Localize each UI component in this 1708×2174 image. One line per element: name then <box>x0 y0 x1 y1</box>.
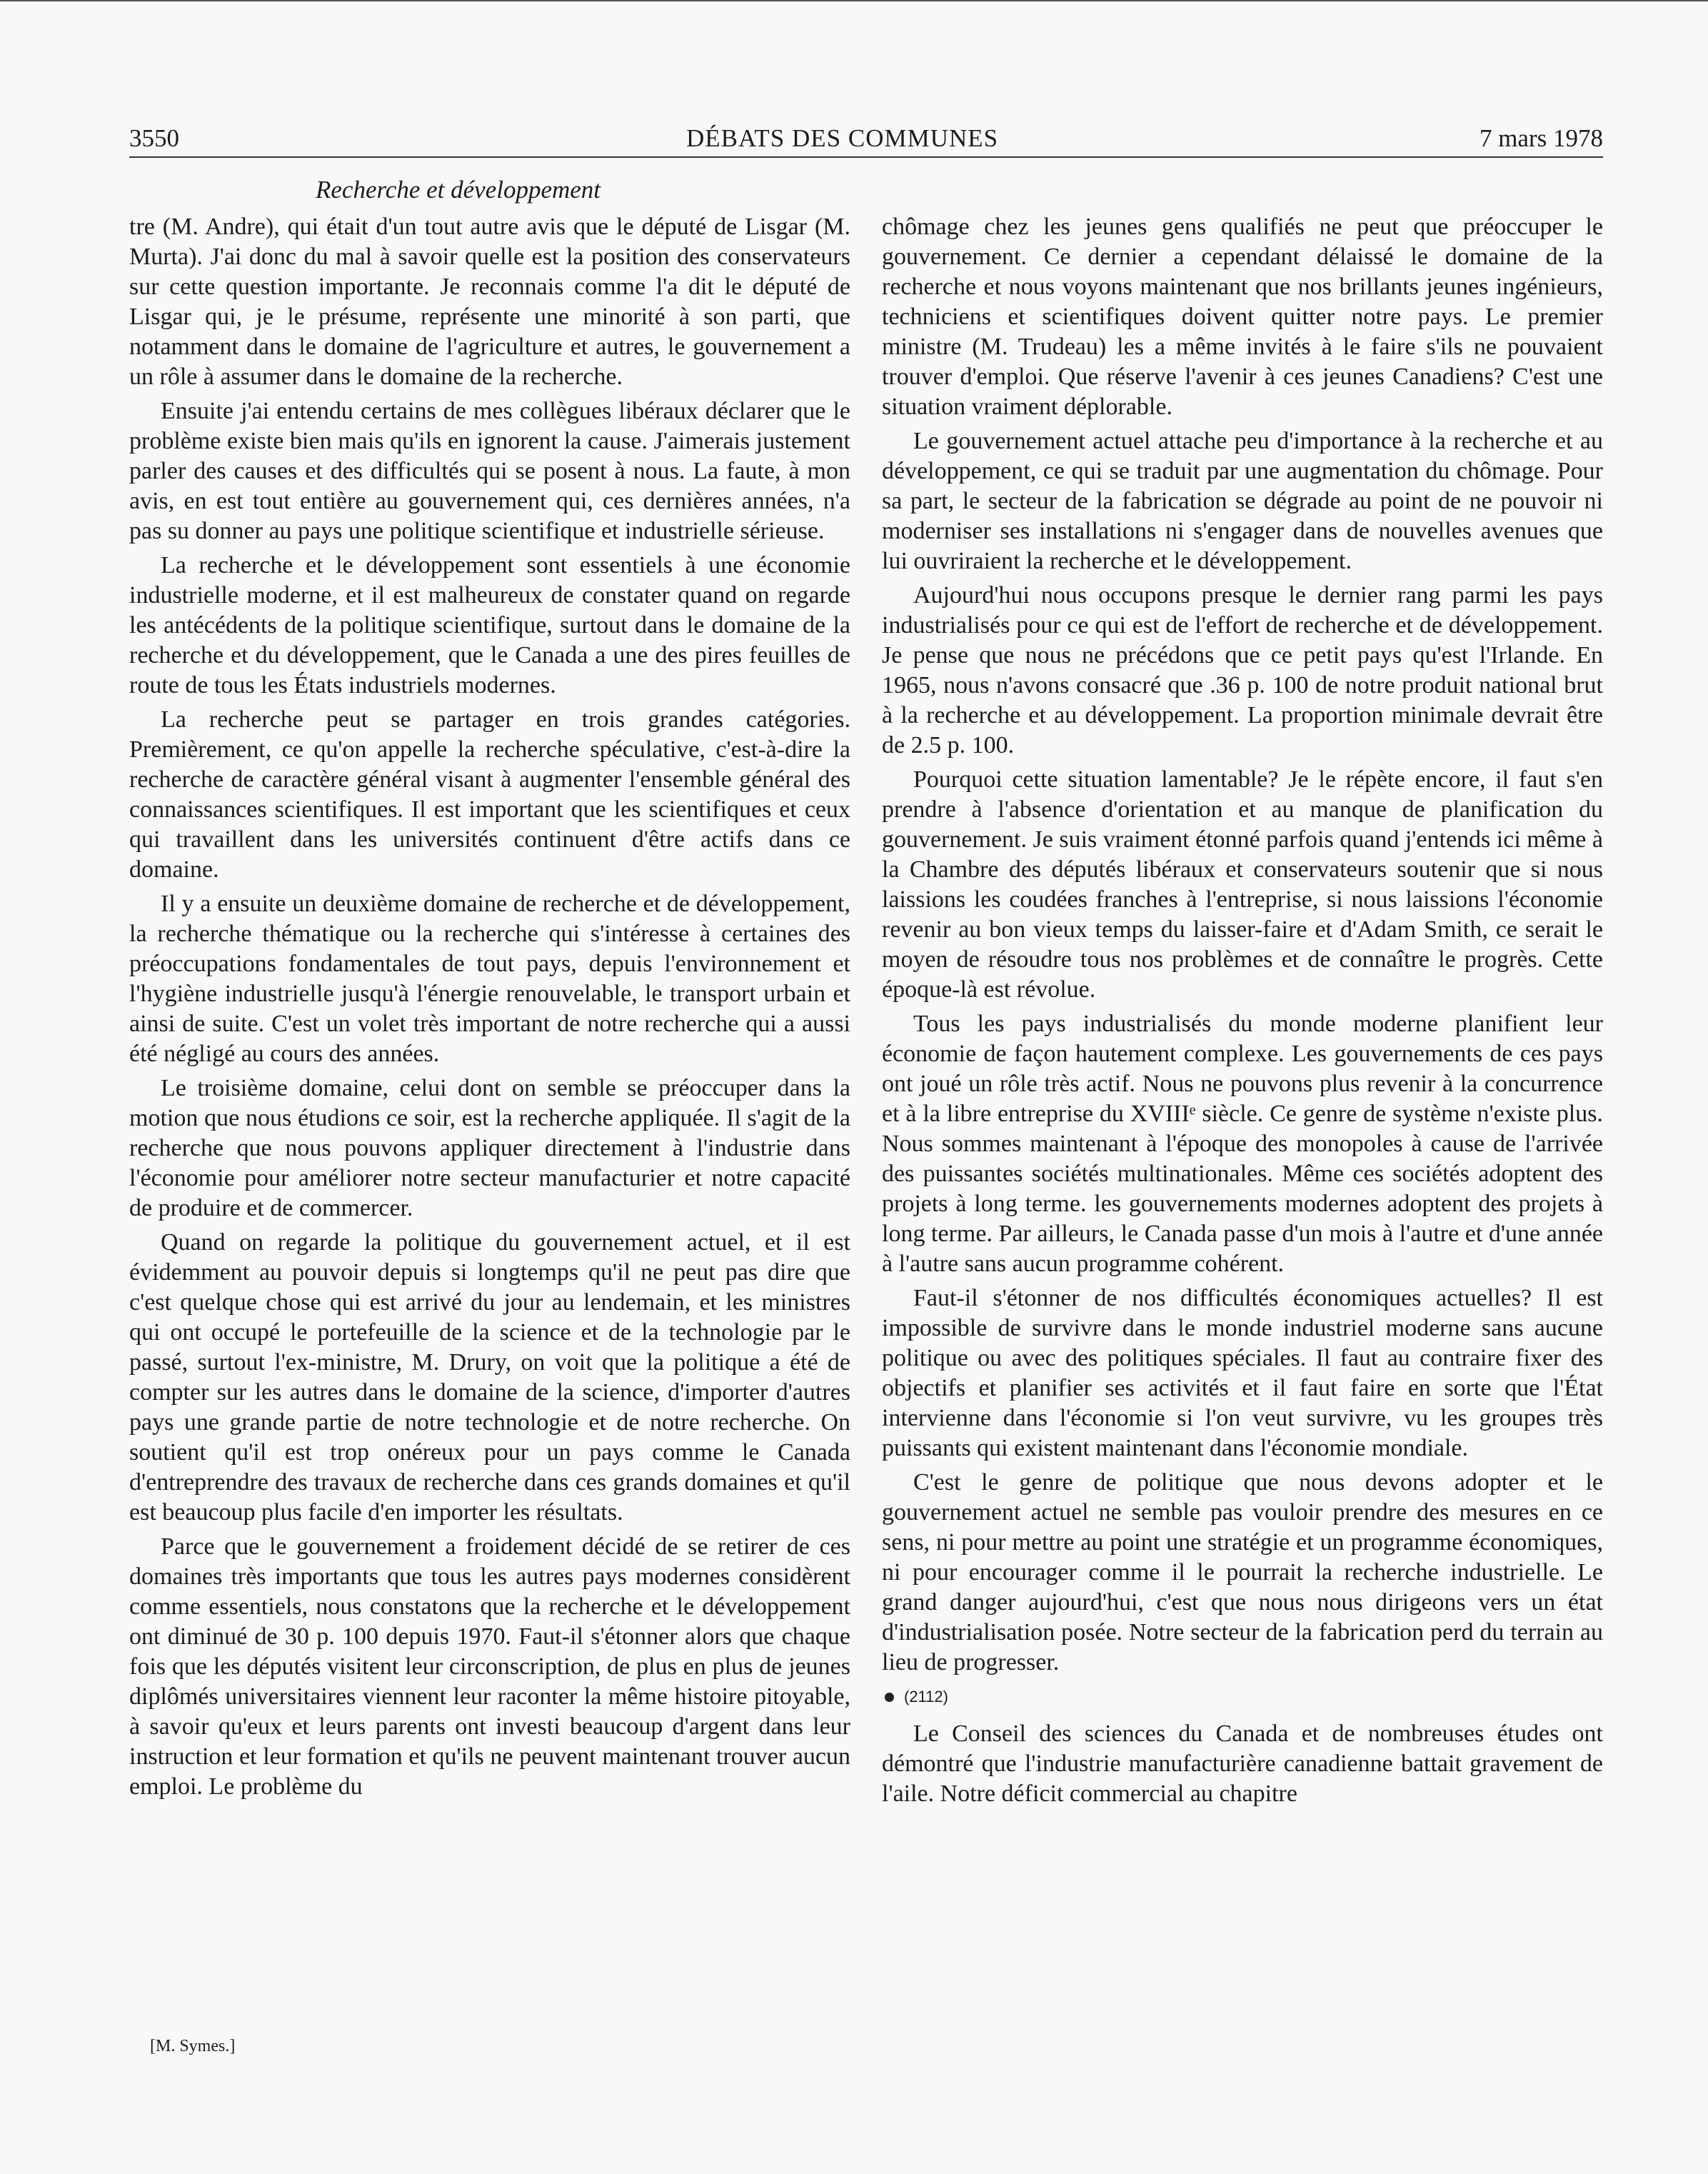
paragraph: Pourquoi cette situation lamentable? Je le répète encore, il faut s'en prendre à l'absence d'orientation et au manque de planification du gouvernement. Je suis vraiment étonné parfois quand j'entends ici même à la Chambre des députés libéraux et conservateurs soutenir que si nous laissions les coudées franches à l'entreprise, si nous laissions l'économie revenir au bon vieux temps du laisser-faire et d'Adam Smith, ce serait le moyen de résoudre tous nos problèmes et de connaître le progrès. Cette époque-là est révolue. <box>882 766 1603 1003</box>
paragraph: Quand on regarde la politique du gouvernement actuel, et il est évidemment au pouvoir depuis si longtemps qu'il ne peut pas dire que c'est quelque chose qui est arrivé du jour au lendemain, et les ministres qui ont occupé le portefeuille de la science et de la technologie par le passé, surtout l'ex-ministre, M. Drury, on voit que la politique a été de compter sur les autres dans le domaine de la science, d'importer d'autres pays une grande partie de notre technologie et de notre recherche. On soutient qu'il est trop onéreux pour un pays comme le Canada d'entreprendre des travaux de recherche dans ces grands domaines et qu'il est beaucoup plus facile d'en importer les résultats. <box>129 1229 850 1526</box>
paragraph: Il y a ensuite un deuxième domaine de recherche et de développement, la recherche thématique ou la recherche qui s'intéresse à certaines des préoccupations fondamentales de tout pays, depuis l'environnement et l'hygiène industrielle jusqu'à l'énergie renouvelable, le transport urbain et ainsi de suite. C'est un volet très important de notre recherche qui a aussi été négligé au cours des années. <box>129 891 850 1067</box>
running-header <box>129 120 1603 157</box>
bullet-icon <box>885 1693 894 1702</box>
paragraph: Le gouvernement actuel attache peu d'importance à la recherche et au développement, ce qui se traduit par une augmentation du chômage. Pour sa part, le secteur de la fabrication se dégrade au point de ne pouvoir ni moderniser ses installations ni s'engager dans de nouvelles avenues que lui ouvriraient la recherche et le développement. <box>882 428 1603 574</box>
paragraph: chômage chez les jeunes gens qualifiés ne peut que préoccuper le gouvernement. Ce dernier a cependant délaissé le domaine de la recherche et nous voyons maintenant que nos brillants jeunes ingénieurs, techniciens et scientifiques doivent quitter notre pays. Le premier ministre (M. Trudeau) les a même invités à le faire s'ils ne pouvaient trouver d'emploi. Que réserve l'avenir à ces jeunes Canadiens? C'est une situation vraiment déplorable. <box>882 214 1603 420</box>
time-marker-label: (2112) <box>904 1688 948 1705</box>
speaker-footnote: [M. Symes.] <box>150 2037 236 2055</box>
paragraph: La recherche et le développement sont essentiels à une économie industrielle moderne, et il est malheureux de constater quand on regarde les antécédents de la politique scientifique, surtout dans le domaine de la recherche et du développement, que le Canada a une des pires feuilles de route de tous les États industriels modernes. <box>129 552 850 698</box>
paragraph: Le troisième domaine, celui dont on semble se préoccuper dans la motion que nous étudions ce soir, est la recherche appliquée. Il s'agit de la recherche que nous pouvons appliquer directement à l'industrie dans l'économie pour améliorer notre secteur manufacturier et notre capacité de produire et de commercer. <box>129 1075 850 1221</box>
page-top-border <box>0 0 1708 1</box>
paragraph: tre (M. Andre), qui était d'un tout autre avis que le député de Lisgar (M. Murta). J'ai donc du mal à savoir quelle est la position des conservateurs sur cette question importante. Je reconnais comme l'a dit le député de Lisgar qui, je le présume, représente une minorité à son parti, que notamment dans le domaine de l'agriculture et autres, le gouvernement a un rôle à assumer dans le domaine de la recherche. <box>129 214 850 390</box>
paragraph: Faut-il s'étonner de nos difficultés économiques actuelles? Il est impossible de survivre dans le monde industriel moderne sans aucune politique ou avec des politiques spéciales. Il faut au contraire fixer des objectifs et planifier ses activités et il faut faire en sorte que l'État intervienne dans l'économie si l'on veut survivre, vu les groupes très puissants qui existent maintenant dans l'économie mondiale. <box>882 1285 1603 1461</box>
left-column <box>129 212 850 1806</box>
paragraph: Ensuite j'ai entendu certains de mes collègues libéraux déclarer que le problème existe bien mais qu'ils en ignorent la cause. J'aimerais justement parler des causes et des difficultés qui se posent à nous. La faute, à mon avis, en est tout entière au gouvernement qui, ces dernières années, n'a pas su donner au pays une politique scientifique et industrielle sérieuse. <box>129 398 850 544</box>
time-marker <box>885 1682 1603 1712</box>
paragraph: C'est le genre de politique que nous devons adopter et le gouvernement actuel ne semble pas vouloir prendre des mesures en ce sens, ni pour mettre au point une stratégie et un programme économiques, ni pour encourager comme il le pourrait la recherche industrielle. Le grand danger aujourd'hui, c'est que nous nous dirigeons vers un état d'industrialisation posée. Notre secteur de la fabrication perd du terrain au lieu de progresser. <box>882 1469 1603 1675</box>
issue-date: 7 mars 1978 <box>1479 124 1603 152</box>
right-column <box>882 212 1603 1813</box>
paragraph: Tous les pays industrialisés du monde moderne planifient leur économie de façon hautement complexe. Les gouvernements de ces pays ont joué un rôle très actif. Nous ne pouvons plus revenir à la concurrence et à la libre entreprise du XVIIIᵉ siècle. Ce genre de système n'existe plus. Nous sommes maintenant à l'époque des monopoles à cause de l'arrivée des puissantes sociétés multinationales. Même ces sociétés adoptent des projets à long terme. les gouvernements modernes adoptent des projets à long terme. Par ailleurs, le Canada passe d'un mois à l'autre et d'une année à l'autre sans aucun programme cohérent. <box>882 1011 1603 1277</box>
paragraph: Le Conseil des sciences du Canada et de nombreuses études ont démontré que l'industrie manufacturière canadienne battait gravement de l'aile. Notre déficit commercial au chapitre <box>882 1720 1603 1807</box>
paragraph: La recherche peut se partager en trois grandes catégories. Premièrement, ce qu'on appelle la recherche spéculative, c'est-à-dire la recherche de caractère général visant à augmenter l'ensemble général des connaissances scientifiques. Il est important que les scientifiques et ceux qui travaillent dans les universités continuent d'être actifs dans ce domaine. <box>129 706 850 883</box>
page-number: 3550 <box>129 124 179 152</box>
paragraph: Parce que le gouvernement a froidement décidé de se retirer de ces domaines très importants que tous les autres pays modernes considèrent comme essentiels, nous constatons que la recherche et le développement ont diminué de 30 p. 100 depuis 1970. Faut-il s'étonner alors que chaque fois que les députés visitent leur circonscription, de plus en plus de jeunes diplômés universitaires viennent leur raconter la même histoire pitoyable, à savoir qu'eux et leurs parents ont investi beaucoup d'argent dans leur instruction et leur formation et qu'ils ne peuvent maintenant trouver aucun emploi. Le problème du <box>129 1533 850 1800</box>
journal-title: DÉBATS DES COMMUNES <box>686 124 999 152</box>
section-title: Recherche et développement <box>316 176 601 204</box>
header-rule <box>129 156 1603 158</box>
paragraph: Aujourd'hui nous occupons presque le dernier rang parmi les pays industrialisés pour ce qui est de l'effort de recherche et de développement. Je pense que nous ne précédons que ce petit pays qu'est l'Irlande. En 1965, nous n'avons consacré que .36 p. 100 de notre produit national brut à la recherche et au développement. La proportion minimale devrait être de 2.5 p. 100. <box>882 582 1603 758</box>
